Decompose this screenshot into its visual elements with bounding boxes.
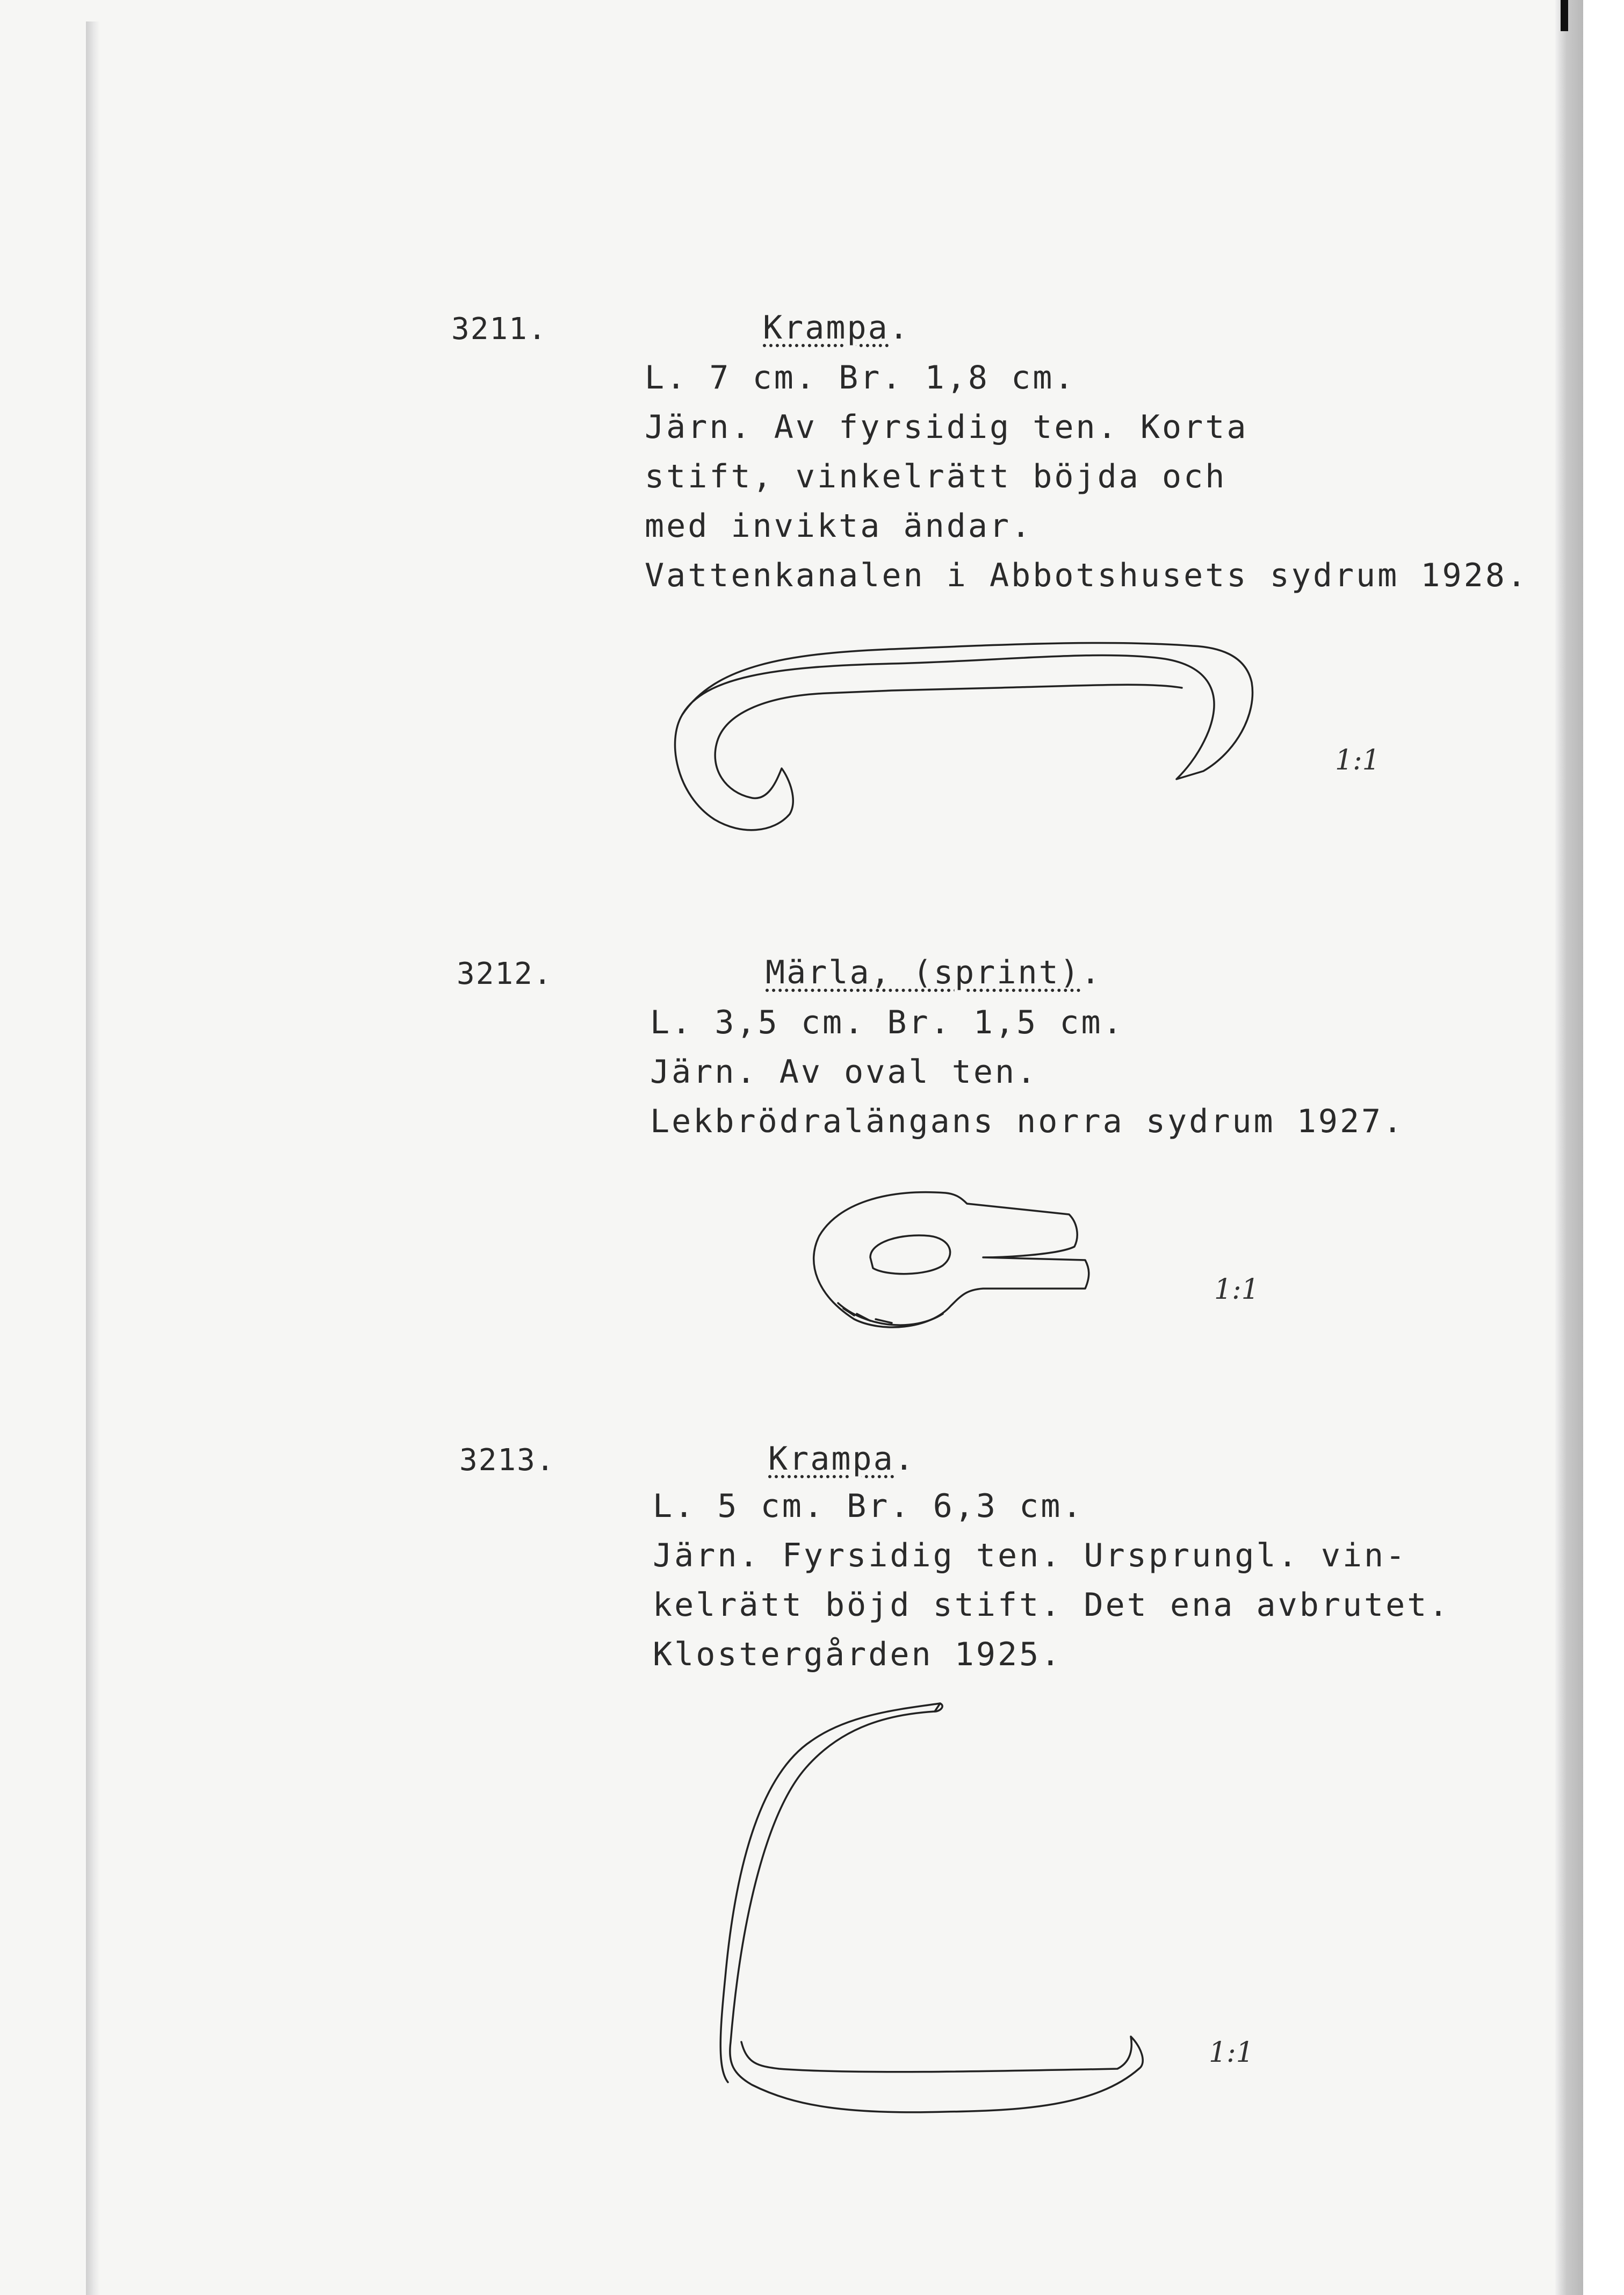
entry-line: Järn. Av oval ten. xyxy=(650,1053,1038,1091)
entry-line: Järn. Av fyrsidig ten. Korta xyxy=(645,408,1248,446)
entry-title-text: Krampa xyxy=(768,1440,894,1478)
entry-line: stift, vinkelrätt böjda och xyxy=(645,458,1227,495)
entry-title xyxy=(763,309,910,347)
split-pin-drawing xyxy=(806,1182,1096,1343)
page-margin xyxy=(1583,0,1624,2295)
entry-title-suffix: . xyxy=(894,1440,915,1478)
scale-label: 1:1 xyxy=(1335,744,1380,776)
entry-line: L. 3,5 cm. Br. 1,5 cm. xyxy=(650,1004,1124,1041)
bent-staple-drawing xyxy=(688,1698,1182,2128)
entry-title-suffix: . xyxy=(889,309,910,347)
page-gutter-shadow xyxy=(86,21,100,2295)
scale-label: 1:1 xyxy=(1209,2037,1254,2069)
entry-title xyxy=(766,954,1102,991)
entry-line: L. 5 cm. Br. 6,3 cm. xyxy=(653,1487,1084,1525)
entry-title-suffix: . xyxy=(1080,954,1102,991)
entry-line: Järn. Fyrsidig ten. Ursprungl. vin- xyxy=(653,1537,1408,1574)
entry-number: 3213. xyxy=(459,1443,555,1478)
entry-title-text: Märla, (sprint) xyxy=(766,954,1081,991)
page-edge-shadow xyxy=(1555,0,1583,2295)
entry-line: Klostergården 1925. xyxy=(653,1636,1063,1673)
entry-title-text: Krampa xyxy=(763,309,889,347)
entry-line: med invikta ändar. xyxy=(645,507,1033,545)
entry-title xyxy=(768,1440,915,1478)
entry-line: kelrätt böjd stift. Det ena avbrutet. xyxy=(653,1586,1450,1624)
entry-line: L. 7 cm. Br. 1,8 cm. xyxy=(645,359,1076,397)
corner-mark xyxy=(1561,0,1568,31)
scale-label: 1:1 xyxy=(1214,1274,1259,1306)
entry-line: Lekbrödralängans norra sydrum 1927. xyxy=(650,1103,1405,1140)
entry-number: 3212. xyxy=(457,956,553,991)
entry-number: 3211. xyxy=(451,312,547,347)
entry-line: Vattenkanalen i Abbotshusets sydrum 1928. xyxy=(645,557,1529,594)
staple-hook-drawing xyxy=(666,634,1268,849)
